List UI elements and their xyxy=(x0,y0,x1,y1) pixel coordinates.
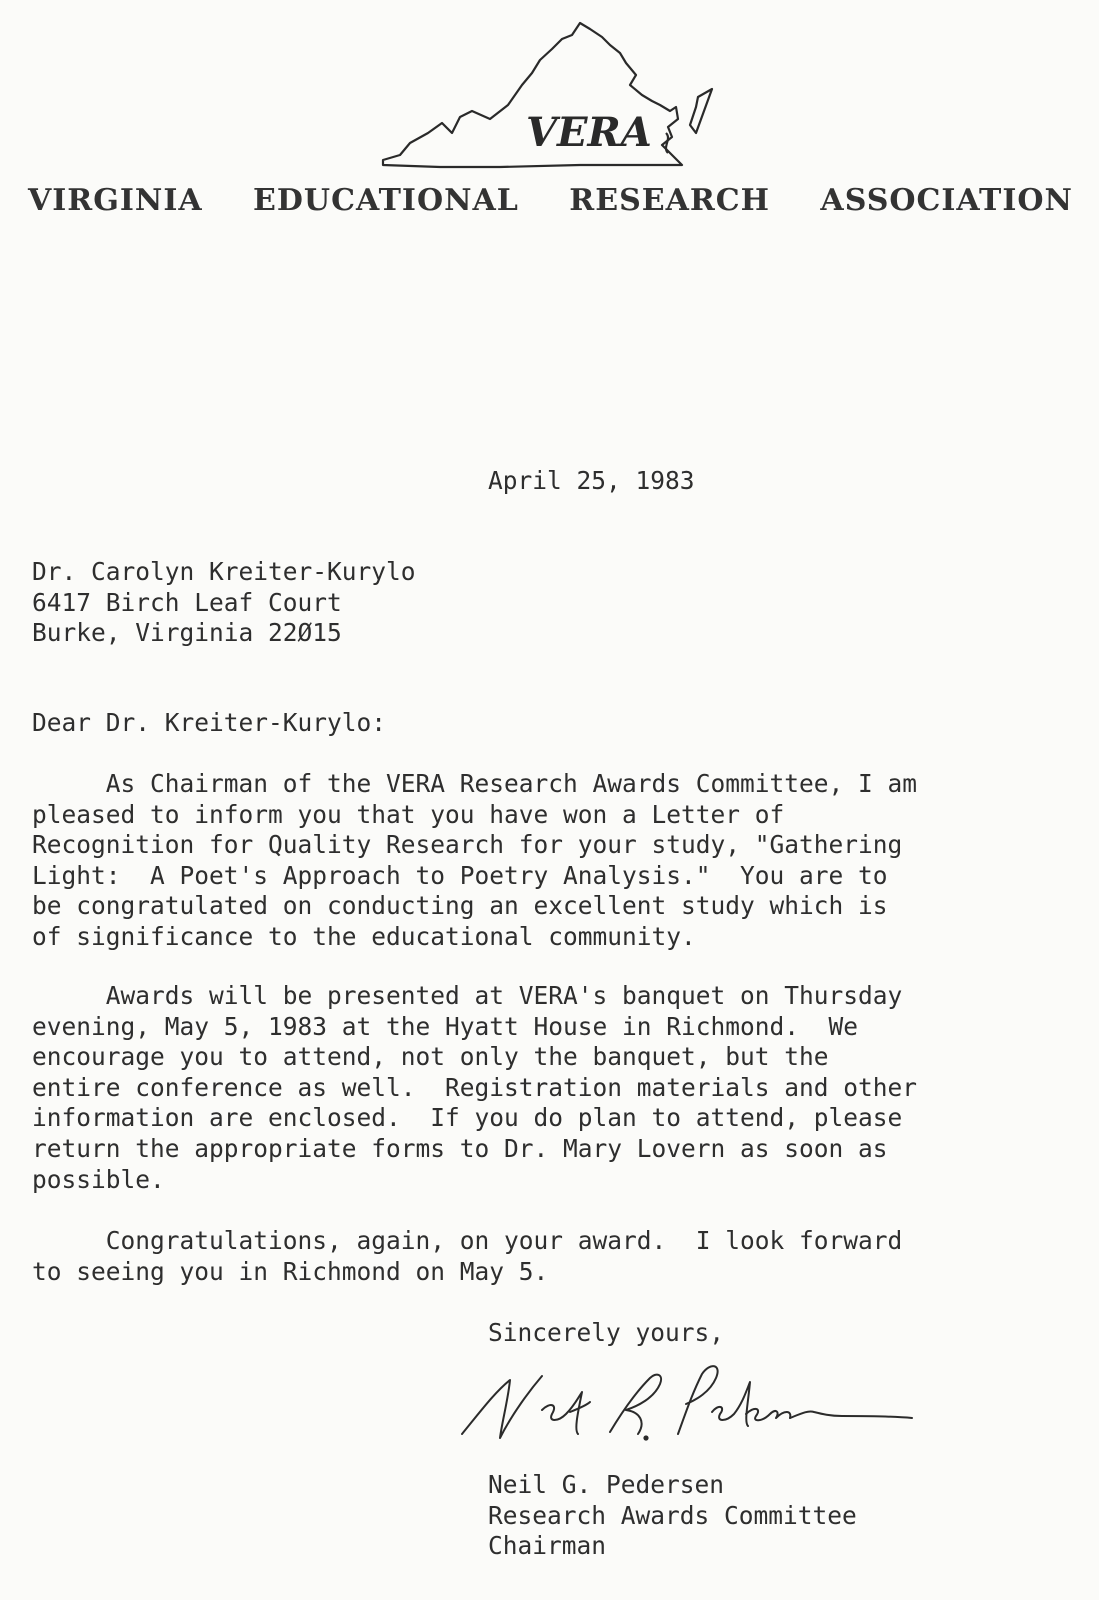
paragraph-line: be congratulated on conducting an excellent study which is xyxy=(32,891,888,921)
paragraph-line: information are enclosed. If you do plan to attend, please xyxy=(32,1103,903,1133)
paragraph-2 xyxy=(32,981,917,1195)
paragraph-line: pleased to inform you that you have won a Letter of xyxy=(32,799,785,829)
paragraph-line: possible. xyxy=(32,1164,165,1194)
paragraph-line: of significance to the educational community. xyxy=(32,921,696,951)
paragraph-line: Awards will be presented at VERA's banquet on Thursday xyxy=(32,981,903,1010)
signer-title: Chairman xyxy=(488,1531,607,1561)
signer-name: Neil G. Pedersen xyxy=(488,1470,725,1499)
paragraph-line: As Chairman of the VERA Research Awards Committee, I am xyxy=(32,769,918,798)
paragraph-3 xyxy=(32,1226,902,1287)
org-word-educational: EDUCATIONAL xyxy=(253,183,519,218)
paragraph-line: Recognition for Quality Research for your study, "Gathering xyxy=(32,830,903,860)
org-word-association: ASSOCIATION xyxy=(820,183,1073,218)
signer-committee: Research Awards Committee xyxy=(488,1500,857,1530)
paragraph-line: return the appropriate forms to Dr. Mary Lovern as soon as xyxy=(32,1133,888,1163)
address-line: Dr. Carolyn Kreiter-Kurylo xyxy=(32,557,416,586)
org-word-virginia: VIRGINIA xyxy=(28,183,203,218)
closing: Sincerely yours, xyxy=(488,1318,725,1347)
paragraph-line: encourage you to attend, not only the banquet, but the xyxy=(32,1042,829,1072)
paragraph-line: Congratulations, again, on your award. I look forward xyxy=(32,1226,903,1255)
paragraph-line: Light: A Poet's Approach to Poetry Analysis." You are to xyxy=(32,860,888,890)
vera-logo xyxy=(380,15,725,175)
organization-name xyxy=(28,183,1073,218)
recipient-address xyxy=(32,557,416,649)
address-line: Burke, Virginia 22Ø15 xyxy=(32,618,342,648)
paragraph-line: entire conference as well. Registration materials and other xyxy=(32,1072,918,1102)
handwritten-signature xyxy=(450,1352,920,1452)
letter-date: April 25, 1983 xyxy=(488,466,695,495)
signer-block xyxy=(488,1470,857,1562)
paragraph-1 xyxy=(32,769,917,953)
paragraph-line: evening, May 5, 1983 at the Hyatt House in Richmond. We xyxy=(32,1011,859,1041)
address-line: 6417 Birch Leaf Court xyxy=(32,587,342,617)
paragraph-line: to seeing you in Richmond on May 5. xyxy=(32,1256,549,1286)
org-word-research: RESEARCH xyxy=(569,183,771,218)
salutation: Dear Dr. Kreiter-Kurylo: xyxy=(32,708,387,737)
logo-vera-text: VERA xyxy=(526,109,652,156)
